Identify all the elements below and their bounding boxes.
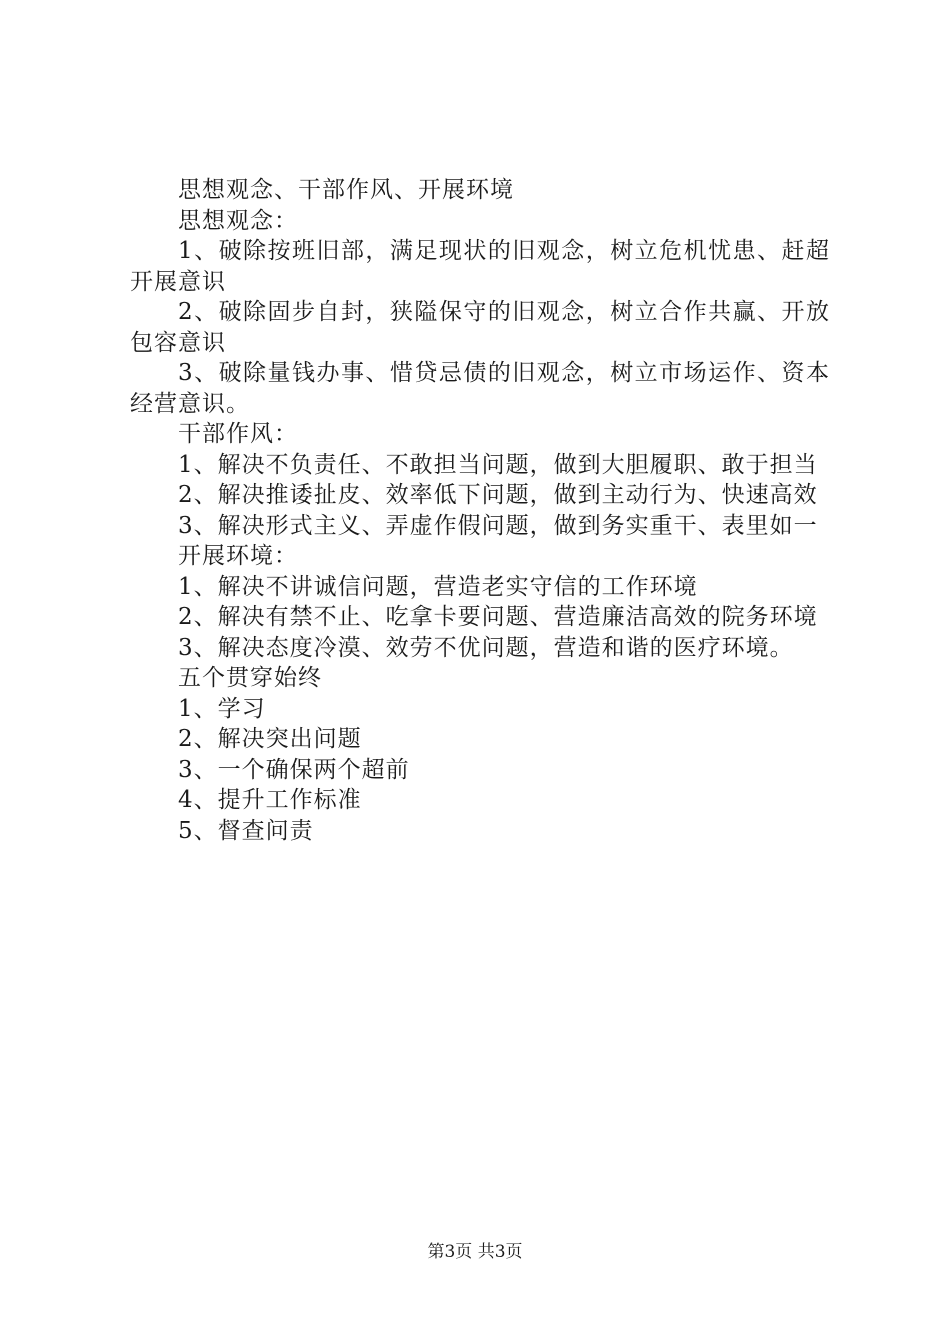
list-item: 2、解决推诿扯皮、效率低下问题，做到主动行为、快速高效: [178, 482, 818, 508]
list-item: 4、提升工作标准: [178, 787, 362, 813]
list-item: 2、破除固步自封，狭隘保守的旧观念，树立合作共赢、开放包容意识: [130, 299, 830, 356]
section-heading-thinking: 思想观念：: [178, 207, 298, 234]
list-item: 1、破除按班旧部，满足现状的旧观念，树立危机忧患、赶超开展意识: [130, 238, 830, 295]
section-heading-five-throughout: 五个贯穿始终: [178, 665, 322, 691]
list-item: 2、解决突出问题: [178, 726, 362, 752]
list-item: 5、督查问责: [178, 817, 314, 844]
list-item: 3、解决态度冷漠、效劳不优问题，营造和谐的医疗环境。: [178, 634, 794, 661]
section-heading-cadre-style: 干部作风：: [178, 421, 298, 447]
list-item: 1、学习: [178, 695, 266, 722]
list-item: 1、解决不负责任、不敢担当问题，做到大胆履职、敢于担当: [178, 451, 818, 478]
list-item: 3、解决形式主义、弄虚作假问题，做到务实重干、表里如一: [178, 512, 818, 539]
document-body: [130, 175, 830, 846]
section-heading-environment: 开展环境：: [178, 543, 298, 569]
list-item: 2、解决有禁不止、吃拿卡要问题、营造廉洁高效的院务环境: [178, 604, 818, 630]
list-item: 1、解决不讲诚信问题，营造老实守信的工作环境: [178, 573, 698, 600]
list-item: 3、破除量钱办事、惜贷忌债的旧观念，树立市场运作、资本经营意识。: [130, 360, 830, 417]
heading-line: 思想观念、干部作风、开展环境: [178, 177, 514, 203]
list-item: 3、一个确保两个超前: [178, 756, 410, 783]
page-number-footer: 第3页 共3页: [427, 1242, 523, 1262]
